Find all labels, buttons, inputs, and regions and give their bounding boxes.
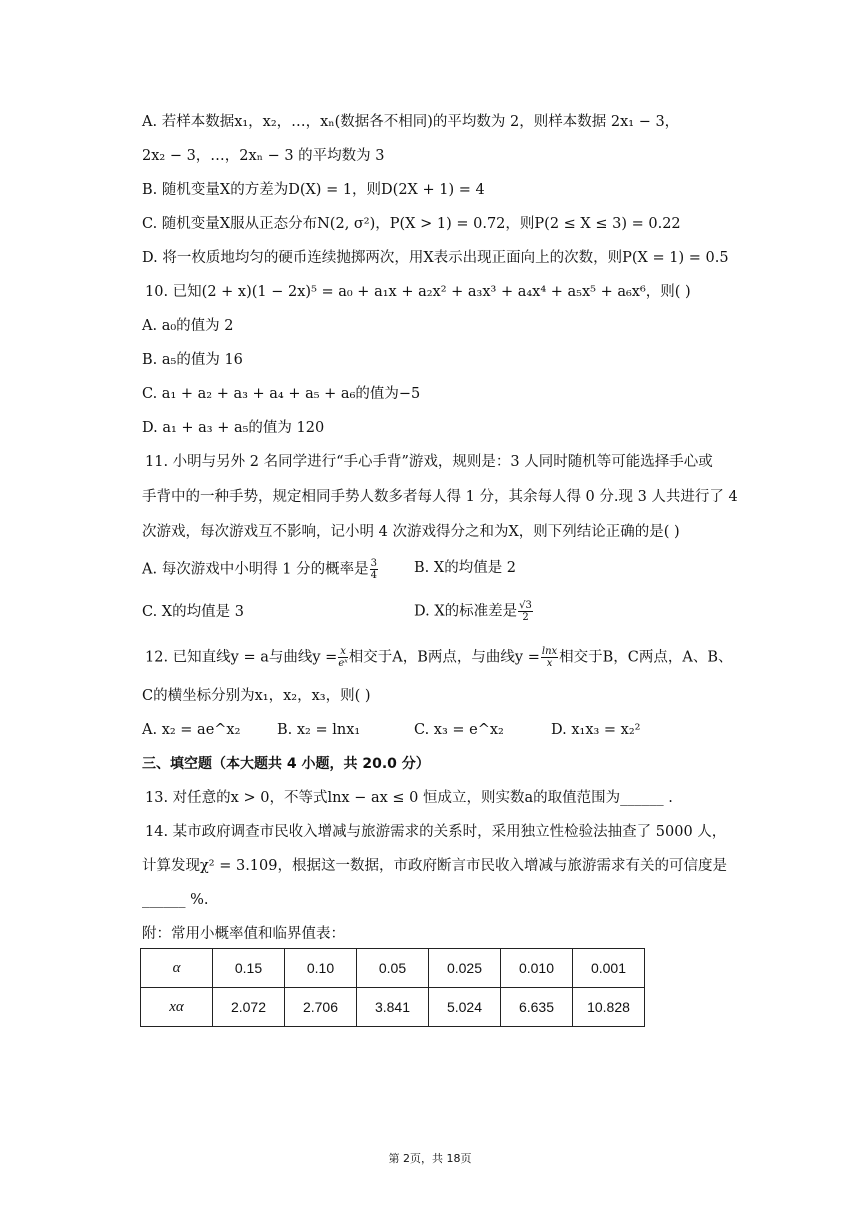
q12-option-a: A. x₂ = ae^x₂ xyxy=(142,722,241,738)
section-heading: 三、填空题（本大题共 4 小题，共 20.0 分） xyxy=(142,756,430,772)
fraction-numerator: lnx xyxy=(541,646,558,657)
table-cell: 0.05 xyxy=(357,949,429,988)
q11-option-c: C. X的均值是 3 xyxy=(142,604,244,620)
q12-option-d: D. x₁x₃ = x₂² xyxy=(551,722,641,738)
fraction-numerator: √3 xyxy=(519,600,532,611)
q12-stem-part1: 12. 已知直线y = a与曲线y = xyxy=(145,649,338,666)
q14-stem-line1: 14. 某市政府调查市民收入增减与旅游需求的关系时，采用独立性检验法抽查了 5000 人， xyxy=(145,824,727,840)
q11-option-b: B. X的均值是 2 xyxy=(414,560,517,576)
fraction-numerator: x xyxy=(340,646,346,657)
q11-option-a xyxy=(142,558,378,581)
q11-option-d-text: D. X的标准差是 xyxy=(414,603,518,620)
fraction-denominator: 4 xyxy=(370,570,378,581)
q14-stem-line3: ______ %. xyxy=(142,892,209,908)
fraction xyxy=(541,646,558,669)
table-cell: 10.828 xyxy=(573,988,645,1027)
q10-option-d: D. a₁ + a₃ + a₅的值为 120 xyxy=(142,420,325,436)
q11-stem-line2: 手背中的一种手势，规定相同手势人数多者每人得 1 分，其余每人得 0 分.现 3 人共进行了 4 xyxy=(142,489,738,505)
fraction xyxy=(518,600,533,623)
q11-stem-line3: 次游戏，每次游戏互不影响，记小明 4 次游戏得分之和为X，则下列结论正确的是( ) xyxy=(142,524,680,540)
q9-option-b: B. 随机变量X的方差为D(X) = 1，则D(2X + 1) = 4 xyxy=(142,182,485,198)
fraction-denominator: 2 xyxy=(522,612,529,623)
table-row-header-x-alpha: xα xyxy=(141,988,213,1027)
fraction xyxy=(370,558,378,581)
fraction xyxy=(338,646,347,669)
q10-stem: 10. 已知(2 + x)(1 − 2x)⁵ = a₀ + a₁x + a₂x² + a₃x³ + a₄x⁴ + a₅x⁵ + a₆x⁶，则( ) xyxy=(145,284,691,300)
table-cell: 3.841 xyxy=(357,988,429,1027)
q12-stem-line2: C的横坐标分别为x₁，x₂，x₃，则( ) xyxy=(142,688,371,704)
q10-option-b: B. a₅的值为 16 xyxy=(142,352,243,368)
table-row xyxy=(141,949,645,988)
fraction-denominator: eˣ xyxy=(338,658,348,669)
table-row xyxy=(141,988,645,1027)
q14-table-note: 附：常用小概率值和临界值表： xyxy=(142,926,345,942)
q14-stem-line2: 计算发现χ² = 3.109，根据这一数据，市政府断言市民收入增减与旅游需求有关的可信度是 xyxy=(142,858,727,874)
q12-option-b: B. x₂ = lnx₁ xyxy=(277,722,361,738)
table-cell: 0.025 xyxy=(429,949,501,988)
fraction-denominator: x xyxy=(546,658,553,669)
table-cell: 0.15 xyxy=(213,949,285,988)
table-cell: 6.635 xyxy=(501,988,573,1027)
critical-value-table xyxy=(140,948,645,1027)
fraction-numerator: 3 xyxy=(370,558,378,569)
q9-option-a-line2: 2x₂ − 3，…，2xₙ − 3 的平均数为 3 xyxy=(142,148,385,164)
q10-option-a: A. a₀的值为 2 xyxy=(142,318,234,334)
q12-stem-part2: 相交于A，B两点，与曲线y = xyxy=(348,649,540,666)
table-cell: 2.072 xyxy=(213,988,285,1027)
q11-stem-line1: 11. 小明与另外 2 名同学进行“手心手背”游戏，规则是：3 人同时随机等可能选择手心或 xyxy=(145,454,713,470)
q12-stem-line1 xyxy=(145,646,733,669)
q9-option-c: C. 随机变量X服从正态分布N(2, σ²)，P(X > 1) = 0.72，则P(2 ≤ X ≤ 3) = 0.22 xyxy=(142,216,681,232)
q9-option-d: D. 将一枚质地均匀的硬币连续抛掷两次，用X表示出现正面向上的次数，则P(X = 1) = 0.5 xyxy=(142,250,729,266)
table-cell: 0.010 xyxy=(501,949,573,988)
q13-stem: 13. 对任意的x > 0，不等式lnx − ax ≤ 0 恒成立，则实数a的取值范围为______ . xyxy=(145,790,673,806)
q10-option-c: C. a₁ + a₂ + a₃ + a₄ + a₅ + a₆的值为−5 xyxy=(142,386,421,402)
q11-option-d xyxy=(414,600,533,623)
table-cell: 0.10 xyxy=(285,949,357,988)
page-footer: 第 2页，共 18页 xyxy=(388,1152,472,1165)
table-cell: 2.706 xyxy=(285,988,357,1027)
q12-option-c: C. x₃ = e^x₂ xyxy=(414,722,504,738)
q9-option-a-line1: A. 若样本数据x₁，x₂，…，xₙ(数据各不相同)的平均数为 2，则样本数据 2x₁ − 3， xyxy=(142,114,680,130)
q11-option-a-text: A. 每次游戏中小明得 1 分的概率是 xyxy=(142,561,369,578)
table-cell: 5.024 xyxy=(429,988,501,1027)
table-row-header-alpha: α xyxy=(141,949,213,988)
q12-stem-part3: 相交于B，C两点，A、B、 xyxy=(559,649,733,666)
table-cell: 0.001 xyxy=(573,949,645,988)
